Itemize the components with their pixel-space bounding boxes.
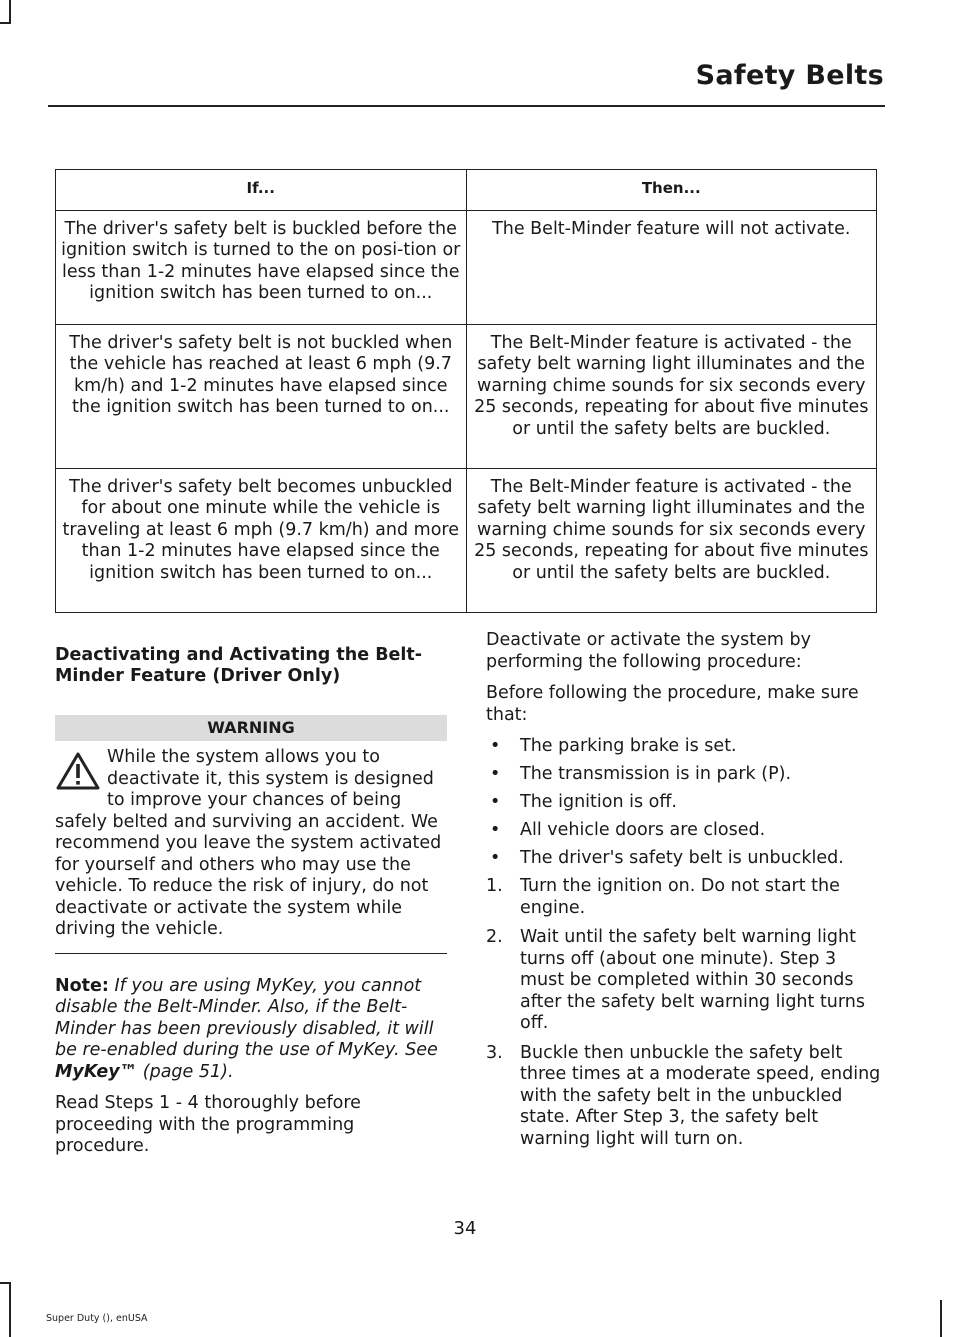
table-cell: The driver's safety belt becomes unbuckled for about one minute while the vehicle is traveling at least 6 mph (9.7 km/h) and more than 1-2 minutes have elapsed since the ignition switch has been turned to on... <box>56 468 467 612</box>
list-item <box>486 848 882 870</box>
list-item-text: The transmission is in park (P). <box>520 764 792 784</box>
bullet-mark: • <box>490 848 501 868</box>
warning-divider <box>55 953 447 954</box>
note-page-ref: (page 51). <box>137 1061 234 1082</box>
step-number: 3. <box>486 1042 503 1063</box>
page-title: Safety Belts <box>695 60 884 91</box>
bullet-mark: • <box>490 820 501 840</box>
table-row <box>56 468 877 612</box>
step-text: Buckle then unbuckle the safety belt three times at a moderate speed, ending with the safety belt in the unbuckled state. After Step 3, the safety belt warning light will turn on. <box>520 1042 881 1149</box>
list-item <box>486 792 882 814</box>
section-heading: Deactivating and Activating the Belt-Minder Feature (Driver Only) <box>55 645 423 686</box>
table-header-cell: Then... <box>466 170 877 211</box>
list-item <box>486 736 882 758</box>
table-cell: The Belt-Minder feature will not activate. <box>466 210 877 324</box>
left-column <box>55 645 447 1168</box>
crop-mark <box>9 0 11 22</box>
step-text: Wait until the safety belt warning light turns off (about one minute). Step 3 must be completed within 30 seconds after the safety belt warning light turns off. <box>520 927 865 1033</box>
bullet-mark: • <box>490 792 501 812</box>
belt-minder-table <box>55 169 877 613</box>
header-divider <box>48 105 885 107</box>
list-item <box>486 764 882 786</box>
warning-text: While the system allows you to deactivate it, this system is designed to improve your chances of being safely belted and surviving an accident. We recommend you leave the system activated for yourself and others who may use the vehicle. To reduce the risk of injury, do not deactivate or activate the system while driving the vehicle. <box>55 747 442 939</box>
read-steps-paragraph: Read Steps 1 - 4 thoroughly before proceeding with the programming procedure. <box>55 1093 361 1156</box>
footer-doc-info: Super Duty (), enUSA <box>46 1313 148 1324</box>
step-number: 2. <box>486 927 503 947</box>
crop-mark <box>0 1282 11 1284</box>
table-header-cell: If... <box>56 170 467 211</box>
step-item <box>486 1043 882 1151</box>
procedure-steps <box>486 876 882 1150</box>
table-cell: The Belt-Minder feature is activated - the safety belt warning light illuminates and the warning chime sounds for six seconds every 25 seconds, repeating for about five minutes or until the safety belts are buckled. <box>466 468 877 612</box>
bullet-mark: • <box>490 736 501 756</box>
right-column <box>486 630 882 1158</box>
crop-mark <box>940 1300 942 1337</box>
list-item-text: All vehicle doors are closed. <box>520 820 766 840</box>
list-item-text: The driver's safety belt is unbuckled. <box>520 848 844 868</box>
list-item-text: The parking brake is set. <box>520 736 737 756</box>
step-number: 1. <box>486 876 503 896</box>
bullet-mark: • <box>490 764 501 784</box>
warning-box <box>55 747 447 941</box>
page-number: 34 <box>453 1218 477 1239</box>
step-text: Turn the ignition on. Do not start the engine. <box>520 876 840 918</box>
note-label: Note: <box>55 975 109 996</box>
table-header-row <box>56 170 877 211</box>
step-item <box>486 927 882 1035</box>
list-item-text: The ignition is off. <box>520 792 677 812</box>
table-cell: The driver's safety belt is buckled before the ignition switch is turned to the on posi-tion or less than 1-2 minutes have elapsed since the ignition switch has been turned to on... <box>56 210 467 324</box>
step-item <box>486 876 882 919</box>
table-cell: The driver's safety belt is not buckled when the vehicle has reached at least 6 mph (9.7 km/h) and 1-2 minutes have elapsed since the ignition switch has been turned to on... <box>56 324 467 468</box>
intro-paragraph: Deactivate or activate the system by performing the following procedure: <box>486 630 811 672</box>
note-paragraph <box>55 976 447 1084</box>
crop-mark <box>9 1282 11 1337</box>
table-cell: The Belt-Minder feature is activated - the safety belt warning light illuminates and the warning chime sounds for six seconds every 25 seconds, repeating for about five minutes or until the safety belts are buckled. <box>466 324 877 468</box>
list-item <box>486 820 882 842</box>
precondition-list <box>486 736 882 870</box>
note-text: If you are using MyKey, you cannot disable the Belt-Minder. Also, if the Belt-Minder has been previously disabled, it will be re-enabled during the use of MyKey. See <box>55 975 438 1060</box>
table-row <box>56 210 877 324</box>
crop-mark <box>0 22 11 24</box>
warning-triangle-icon <box>55 751 101 791</box>
warning-label: WARNING <box>55 715 447 741</box>
before-paragraph: Before following the procedure, make sure that: <box>486 683 859 725</box>
mykey-reference-link[interactable]: MyKey™ <box>55 1061 138 1082</box>
table-row <box>56 324 877 468</box>
